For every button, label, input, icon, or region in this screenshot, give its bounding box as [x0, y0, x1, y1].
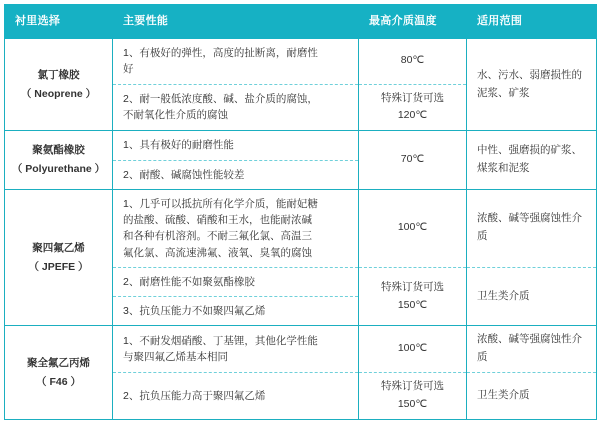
cell-temperature: 特殊订货可选 150℃ — [359, 267, 467, 326]
cell-temperature: 70℃ — [359, 131, 467, 190]
cell-application: 卫生类介质 — [467, 267, 597, 326]
column-header-lining: 衬里选择 — [5, 5, 113, 39]
table-body — [5, 39, 597, 420]
cell-application: 浓酸、碱等强腐蚀性介 质 — [467, 189, 597, 267]
table-row — [5, 39, 597, 85]
cell-material-neoprene: 氯丁橡胶 （ Neoprene ） — [5, 39, 113, 131]
table-row — [5, 131, 597, 160]
cell-performance: 1、具有极好的耐磨性能 — [113, 131, 359, 160]
column-header-performance: 主要性能 — [113, 5, 359, 39]
cell-application: 卫生类介质 — [467, 373, 597, 420]
cell-material-jpefe: 聚四氟乙烯 （ JPEFE ） — [5, 189, 113, 326]
cell-material-polyurethane: 聚氨酯橡胶 （ Polyurethane ） — [5, 131, 113, 190]
cell-performance: 3、抗负压能力不如聚四氟乙烯 — [113, 297, 359, 326]
cell-performance: 2、耐磨性能不如聚氨酯橡胶 — [113, 267, 359, 296]
cell-performance: 1、有极好的弹性，高度的扯断离，耐磨性 好 — [113, 39, 359, 85]
cell-application: 浓酸、碱等强腐蚀性介 质 — [467, 326, 597, 373]
cell-material-f46: 聚全氟乙丙烯 （ F46 ） — [5, 326, 113, 419]
table-header — [5, 5, 597, 39]
cell-application: 水、污水、弱磨损性的 泥浆、矿浆 — [467, 39, 597, 131]
cell-temperature: 100℃ — [359, 189, 467, 267]
cell-performance: 2、抗负压能力高于聚四氟乙烯 — [113, 373, 359, 420]
cell-temperature: 100℃ — [359, 326, 467, 373]
cell-temperature: 80℃ — [359, 39, 467, 85]
lining-selection-table — [4, 4, 597, 420]
cell-temperature: 特殊订货可选 150℃ — [359, 373, 467, 420]
table-row — [5, 189, 597, 267]
column-header-max-temperature: 最高介质温度 — [359, 5, 467, 39]
cell-performance: 1、几乎可以抵抗所有化学介质，能耐妃糖 的盐酸、硫酸、硝酸和王水，也能耐浓碱 和各种有机溶剂。不耐三氟化氯、高温三 氟化氯、高流速沸氟、液氧、臭氧的腐蚀 — [113, 189, 359, 267]
cell-performance: 2、耐一般低浓度酸、碱、盐介质的腐蚀， 不耐氧化性介质的腐蚀 — [113, 84, 359, 131]
table-header-row — [5, 5, 597, 39]
table-row — [5, 326, 597, 373]
cell-temperature: 特殊订货可选 120℃ — [359, 84, 467, 131]
cell-application: 中性、强磨损的矿浆、 煤浆和泥浆 — [467, 131, 597, 190]
cell-performance: 2、耐酸、碱腐蚀性能较差 — [113, 160, 359, 189]
column-header-application: 适用范围 — [467, 5, 597, 39]
cell-performance: 1、不耐发烟硝酸、丁基锂，其他化学性能 与聚四氟乙烯基本相同 — [113, 326, 359, 373]
